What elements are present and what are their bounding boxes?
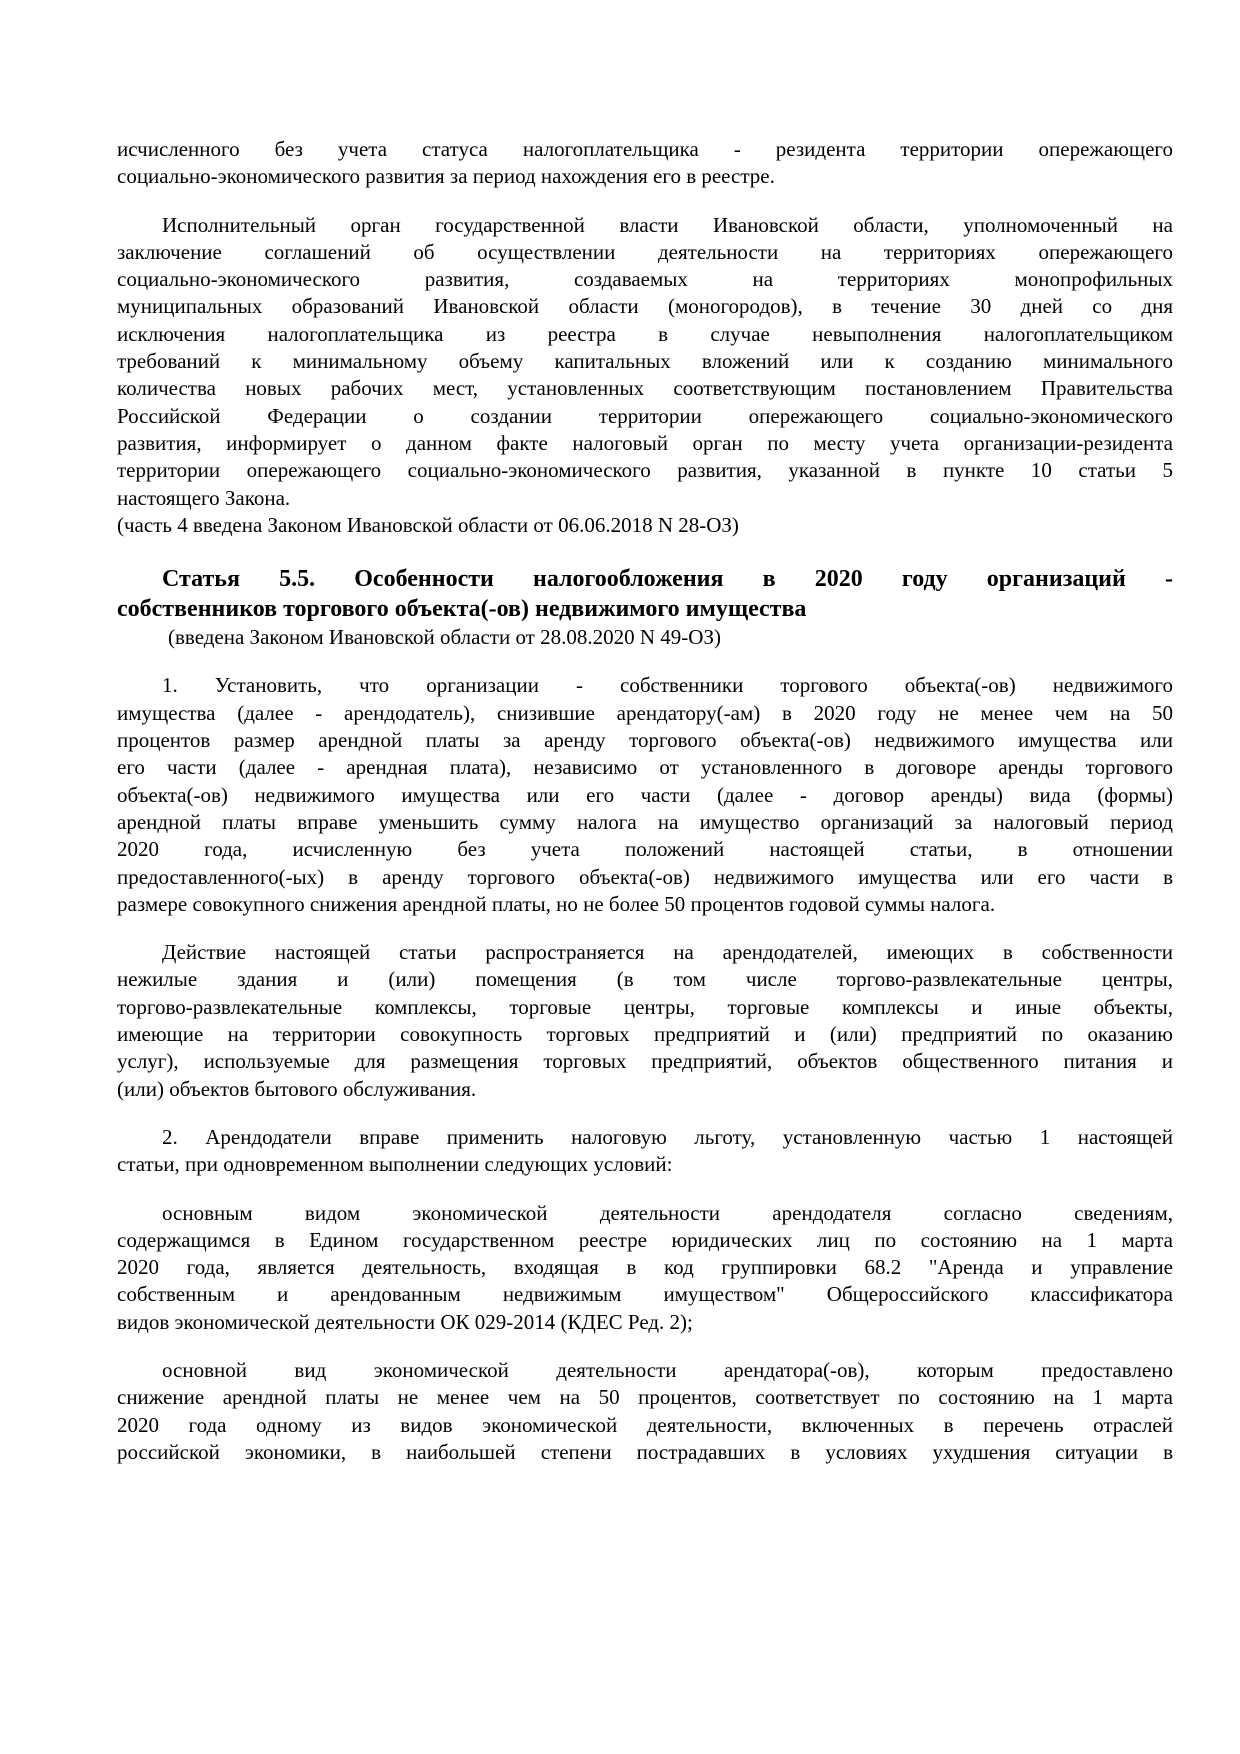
text-line: снижение арендной платы не менее чем на 50 процентов, соответствует по состоянию на 1 марта bbox=[117, 1385, 1173, 1410]
text-line: собственным и арендованным недвижимым имуществом" Общероссийского классификатора bbox=[117, 1282, 1173, 1307]
text-line: объекта(-ов) недвижимого имущества или его части (далее - договор аренды) вида (формы) bbox=[117, 782, 1173, 807]
article-body bbox=[117, 672, 1173, 1466]
text-line: исчисленного без учета статуса налогоплательщика - резидента территории опережающего bbox=[117, 137, 1173, 161]
text-line: Действие настоящей статьи распространяется на арендодателей, имеющих в собственности bbox=[162, 940, 1173, 965]
paragraph bbox=[117, 136, 1173, 191]
text-line: 2020 года, исчисленную без учета положений настоящей статьи, в отношении bbox=[117, 837, 1173, 862]
text-line: имущества (далее - арендодатель), снизившие арендатору(-ам) в 2020 году не менее чем на 50 bbox=[117, 700, 1173, 725]
text-line: территории опережающего социально-экономического развития, указанной в пункте 10 статьи 5 bbox=[117, 458, 1173, 483]
text-line: Исполнительный орган государственной власти Ивановской области, уполномоченный на bbox=[162, 212, 1173, 237]
top-paragraphs bbox=[117, 136, 1173, 512]
article-title-line: Статья 5.5. Особенности налогообложения в 2020 году организаций - bbox=[162, 566, 1173, 593]
text-line: размере совокупного снижения арендной платы, но не более 50 процентов годовой суммы налога. bbox=[117, 891, 996, 916]
text-line: заключение соглашений об осуществлении деятельности на территориях опережающего bbox=[117, 239, 1173, 264]
paragraph bbox=[117, 939, 1173, 1103]
article-title-line: собственников торгового объекта(-ов) недвижимого имущества bbox=[117, 596, 807, 623]
text-line: нежилые здания и (или) помещения (в том числе торгово-развлекательные центры, bbox=[117, 967, 1173, 992]
text-line: основным видом экономической деятельности арендодателя согласно сведениям, bbox=[162, 1200, 1173, 1225]
text-line: предоставленного(-ых) в аренду торгового объекта(-ов) недвижимого имущества или его части в bbox=[117, 864, 1173, 889]
text-line: исключения налогоплательщика из реестра в случае невыполнения налогоплательщиком bbox=[117, 321, 1173, 346]
text-line: основной вид экономической деятельности арендатора(-ов), которым предоставлено bbox=[162, 1357, 1173, 1382]
text-line: 2. Арендодатели вправе применить налоговую льготу, установленную частью 1 настоящей bbox=[162, 1124, 1173, 1149]
text-line: социально-экономического развития, создаваемых на территориях монопрофильных bbox=[117, 267, 1173, 292]
text-line: его части (далее - арендная плата), независимо от установленного в договоре аренды торгового bbox=[117, 755, 1173, 780]
text-line: торгово-развлекательные комплексы, торговые центры, торговые комплексы и иные объекты, bbox=[117, 994, 1173, 1019]
paragraph bbox=[117, 1124, 1173, 1179]
text-line: Российской Федерации о создании территории опережающего социально-экономического bbox=[117, 403, 1173, 428]
text-line: арендной платы вправе уменьшить сумму налога на имущество организаций за налоговый период bbox=[117, 809, 1173, 834]
paragraph bbox=[117, 1200, 1173, 1336]
text-line: количества новых рабочих мест, установленных соответствующим постановлением Правительства bbox=[117, 376, 1173, 401]
article-intro-note: (введена Законом Ивановской области от 28.08.2020 N 49-ОЗ) bbox=[168, 625, 721, 650]
text-line: 2020 года, является деятельность, входящая в код группировки 68.2 "Аренда и управление bbox=[117, 1255, 1173, 1280]
paragraph bbox=[117, 672, 1173, 918]
text-line: имеющие на территории совокупность торговых предприятий и (или) предприятий по оказанию bbox=[117, 1022, 1173, 1047]
paragraph bbox=[117, 212, 1173, 512]
text-line: видов экономической деятельности ОК 029-2014 (КДЕС Ред. 2); bbox=[117, 1309, 693, 1334]
article-title bbox=[117, 564, 1173, 624]
amendment-note: (часть 4 введена Законом Ивановской области от 06.06.2018 N 28-ОЗ) bbox=[117, 512, 739, 537]
text-line: социально-экономического развития за период нахождения его в реестре. bbox=[117, 164, 775, 189]
text-line: муниципальных образований Ивановской области (моногородов), в течение 30 дней со дня bbox=[117, 294, 1173, 319]
text-line: российской экономики, в наибольшей степени пострадавших в условиях ухудшения ситуации в bbox=[117, 1439, 1173, 1464]
text-line: настоящего Закона. bbox=[117, 485, 291, 510]
text-line: услуг), используемые для размещения торговых предприятий, объектов общественного питания и bbox=[117, 1049, 1173, 1074]
text-line: развития, информирует о данном факте налоговый орган по месту учета организации-резидента bbox=[117, 430, 1173, 455]
text-line: содержащимся в Едином государственном реестре юридических лиц по состоянию на 1 марта bbox=[117, 1227, 1173, 1252]
text-line: требований к минимальному объему капитальных вложений или к созданию минимального bbox=[117, 349, 1173, 374]
text-line: 2020 года одному из видов экономической деятельности, включенных в перечень отраслей bbox=[117, 1412, 1173, 1437]
text-line: (или) объектов бытового обслуживания. bbox=[117, 1076, 477, 1101]
document-page bbox=[117, 136, 1173, 1487]
text-line: статьи, при одновременном выполнении следующих условий: bbox=[117, 1152, 673, 1177]
paragraph bbox=[117, 1357, 1173, 1466]
text-line: процентов размер арендной платы за аренду торгового объекта(-ов) недвижимого имущества или bbox=[117, 728, 1173, 753]
text-line: 1. Установить, что организации - собственники торгового объекта(-ов) недвижимого bbox=[162, 673, 1173, 698]
